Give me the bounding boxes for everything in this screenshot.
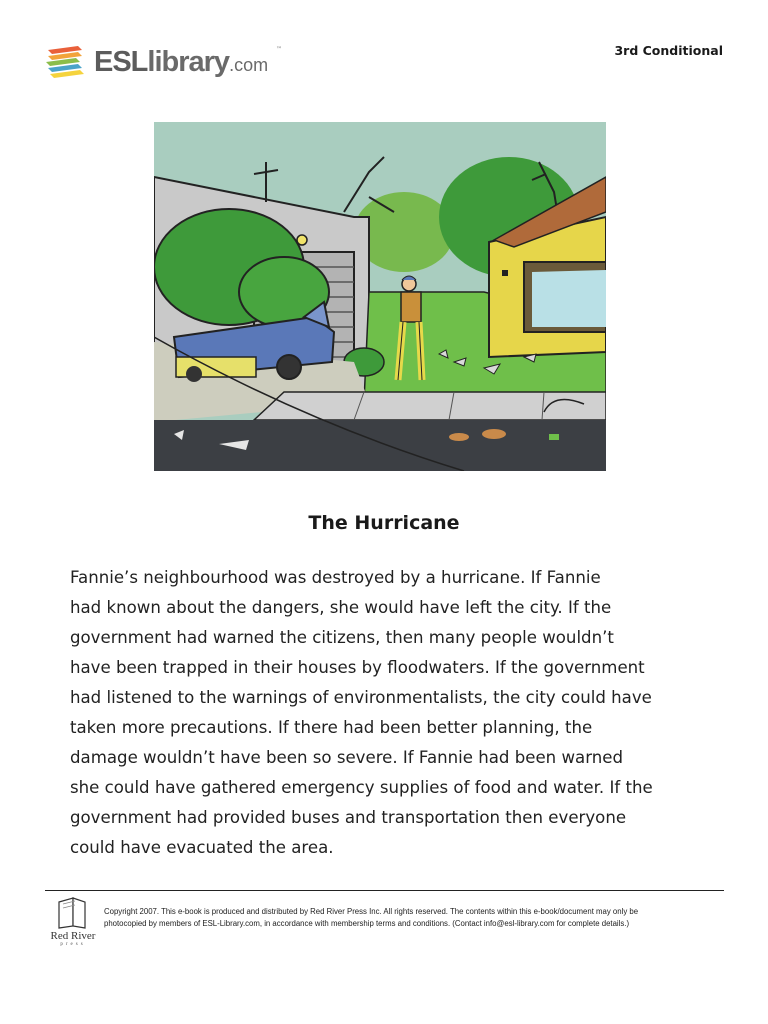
footer-divider	[45, 890, 724, 891]
logo-library: library	[147, 46, 230, 78]
paragraph-line: had known about the dangers, she would have left the city. If the	[70, 598, 612, 617]
copyright-line: Copyright 2007. This e-book is produced and distributed by Red River Press Inc. All rights reserved. The contents within this e-book/document may only be	[104, 907, 639, 916]
red-river-press-logo	[45, 896, 100, 952]
copyright-notice	[104, 906, 724, 930]
paragraph-line: had listened to the warnings of environmentalists, the city could have	[70, 688, 652, 707]
publisher-name: Red River	[50, 930, 96, 942]
hurricane-illustration	[154, 122, 606, 471]
paragraph-line: have been trapped in their houses by floodwaters. If the government	[70, 658, 645, 677]
paragraph-line: Fannie’s neighbourhood was destroyed by a hurricane. If Fannie	[70, 568, 601, 587]
story-paragraph	[70, 563, 690, 863]
book-pages-icon	[53, 896, 91, 930]
paragraph-line: government had warned the citizens, then many people wouldn’t	[70, 628, 614, 647]
paragraph-line: she could have gathered emergency supplies of food and water. If the	[70, 778, 653, 797]
esl-library-logo[interactable]	[44, 40, 284, 90]
publisher-sub: press	[60, 942, 86, 947]
paragraph-line: damage wouldn’t have been so severe. If Fannie had been warned	[70, 748, 624, 767]
paragraph-line: government had provided buses and transportation then everyone	[70, 808, 627, 827]
document-topic-label: 3rd Conditional	[614, 43, 723, 58]
logo-dotcom: .com	[229, 55, 269, 75]
page-title: The Hurricane	[308, 512, 460, 534]
books-stack-icon	[44, 42, 88, 86]
logo-esl: ESL	[94, 46, 148, 78]
copyright-line: photocopied by members of ESL-Library.com, in accordance with membership terms and conditions. (Contact info@esl-library.com for complete details.)	[104, 919, 630, 928]
logo-trademark: ™	[276, 46, 282, 53]
paragraph-line: could have evacuated the area.	[70, 838, 334, 857]
logo-wordmark	[94, 46, 268, 79]
paragraph-line: taken more precautions. If there had been better planning, the	[70, 718, 593, 737]
